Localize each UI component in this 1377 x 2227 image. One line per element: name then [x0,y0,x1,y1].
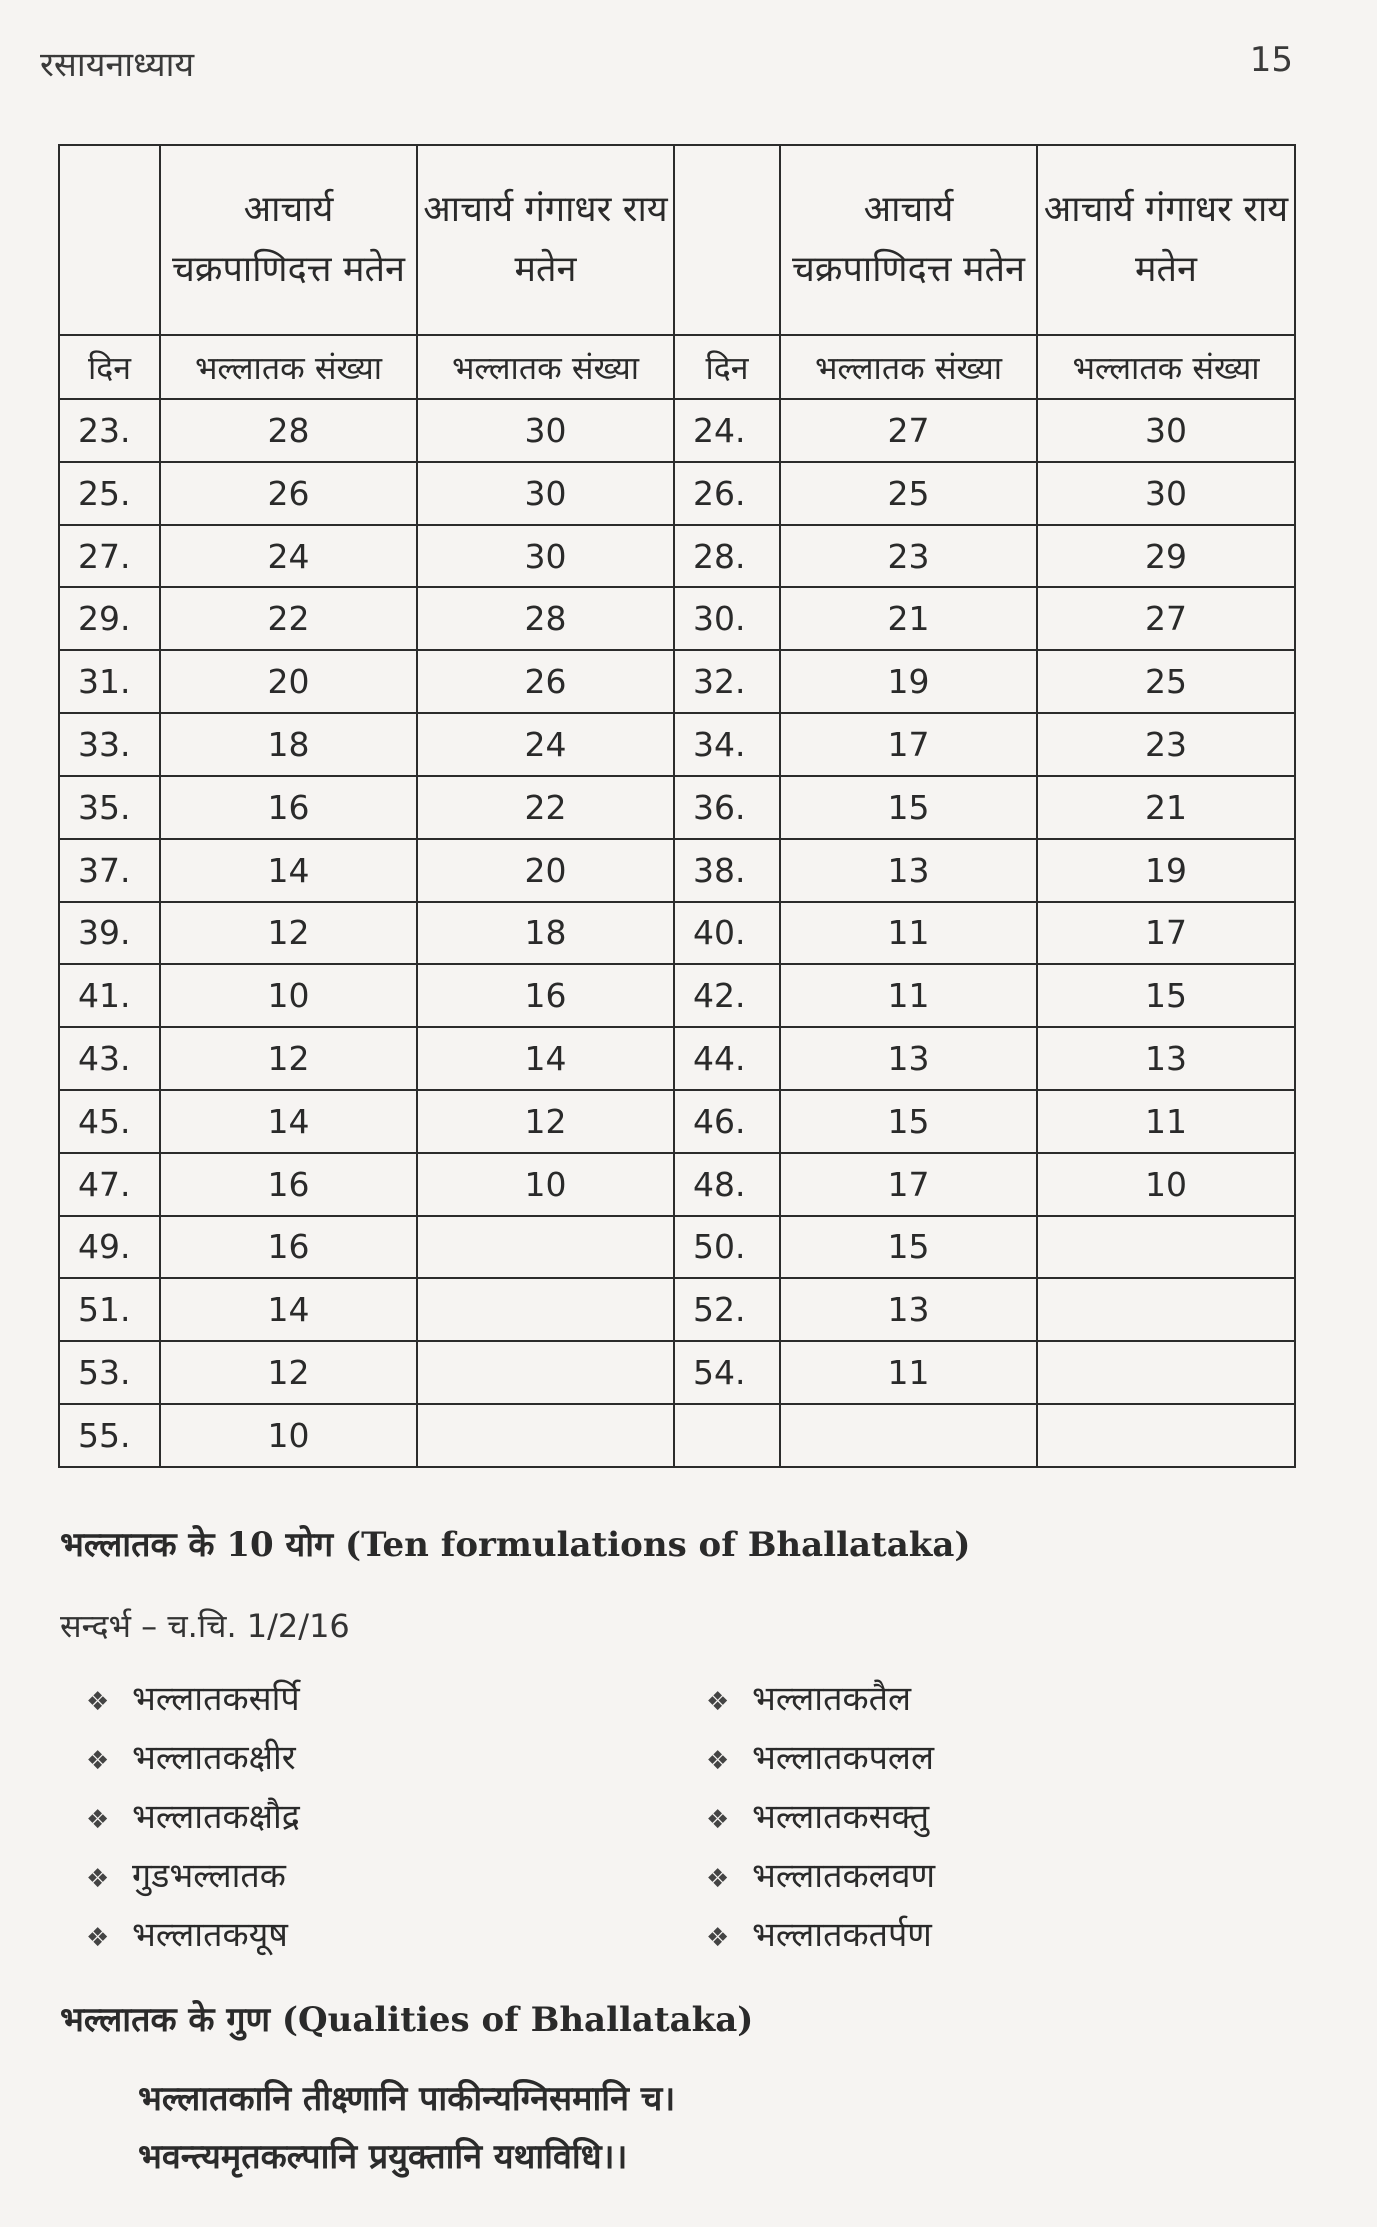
table-row [59,399,1295,462]
day-cell: 47. [59,1153,160,1216]
count-cell: 17 [1037,902,1295,965]
diamond-bullet-icon: ❖ [86,1687,110,1717]
qualities-heading: भल्लातक के गुण (Qualities of Bhallataka) [60,2000,754,2040]
page-number: 15 [1249,40,1293,80]
diamond-bullet-icon: ❖ [86,1923,110,1953]
day-cell: 32. [674,650,780,713]
table-row [59,1090,1295,1153]
count-cell: 29 [1037,525,1295,588]
formulation-name: गुडभल्लातक [132,1856,286,1896]
diamond-bullet-icon: ❖ [706,1746,730,1776]
count-cell: 25 [1037,650,1295,713]
count-cell: 28 [160,399,417,462]
count-cell: 10 [417,1153,674,1216]
count-cell: 30 [417,525,674,588]
group-header-cell [674,145,780,335]
count-cell [1037,1278,1295,1341]
count-cell: 15 [780,1216,1037,1279]
count-cell: 11 [780,1341,1037,1404]
group-header-row [59,145,1295,335]
day-cell: 29. [59,587,160,650]
bhallataka-dose-table [58,144,1296,1468]
day-cell: 54. [674,1341,780,1404]
formulation-name: भल्लातकतर्पण [752,1915,932,1955]
day-cell: 36. [674,776,780,839]
count-cell: 30 [417,462,674,525]
day-cell: 53. [59,1341,160,1404]
count-cell: 23 [780,525,1037,588]
column-header-cell: भल्लातक संख्या [160,335,417,399]
count-cell: 17 [780,713,1037,776]
count-cell: 10 [160,1404,417,1467]
column-header-cell: भल्लातक संख्या [417,335,674,399]
column-header-cell: दिन [674,335,780,399]
count-cell: 11 [780,964,1037,1027]
diamond-bullet-icon: ❖ [86,1746,110,1776]
count-cell: 30 [1037,462,1295,525]
diamond-bullet-icon: ❖ [706,1864,730,1894]
formulation-list-right [706,1670,935,1965]
group-header-cell: आचार्य गंगाधर राय मतेन [417,145,674,335]
count-cell: 26 [417,650,674,713]
list-item [706,1729,935,1788]
formulation-name: भल्लातकपलल [752,1738,935,1778]
count-cell: 14 [160,1090,417,1153]
formulation-name: भल्लातकसक्तु [752,1797,930,1837]
formulation-name: भल्लातकलवण [752,1856,936,1896]
count-cell: 27 [1037,587,1295,650]
day-cell: 51. [59,1278,160,1341]
day-cell: 23. [59,399,160,462]
diamond-bullet-icon: ❖ [86,1805,110,1835]
count-cell: 12 [160,1341,417,1404]
count-cell: 18 [160,713,417,776]
group-header-cell: आचार्य गंगाधर राय मतेन [1037,145,1295,335]
count-cell: 27 [780,399,1037,462]
formulations-heading: भल्लातक के 10 योग (Ten formulations of Bhallataka) [60,1525,971,1565]
verse-line: भल्लातकानि तीक्ष्णानि पाकीन्यग्निसमानि च। [138,2079,676,2119]
table-row [59,1153,1295,1216]
day-cell: 34. [674,713,780,776]
count-cell: 15 [780,776,1037,839]
count-cell: 15 [1037,964,1295,1027]
count-cell: 19 [1037,839,1295,902]
count-cell: 13 [1037,1027,1295,1090]
table-row [59,462,1295,525]
count-cell: 13 [780,1278,1037,1341]
count-cell: 16 [417,964,674,1027]
list-item [706,1847,935,1906]
count-cell: 14 [160,839,417,902]
count-cell: 19 [780,650,1037,713]
group-header-cell [59,145,160,335]
day-cell: 55. [59,1404,160,1467]
count-cell: 10 [160,964,417,1027]
diamond-bullet-icon: ❖ [706,1687,730,1717]
formulation-list-left [86,1670,300,1965]
count-cell: 16 [160,1216,417,1279]
day-cell: 30. [674,587,780,650]
table-row [59,839,1295,902]
day-cell: 48. [674,1153,780,1216]
table-row [59,1027,1295,1090]
count-cell [780,1404,1037,1467]
day-cell: 35. [59,776,160,839]
count-cell: 13 [780,1027,1037,1090]
table-row [59,1341,1295,1404]
day-cell: 40. [674,902,780,965]
day-cell: 38. [674,839,780,902]
table-row [59,902,1295,965]
group-header-cell: आचार्य चक्रपाणिदत्त मतेन [160,145,417,335]
list-item [706,1788,935,1847]
count-cell: 14 [417,1027,674,1090]
count-cell: 20 [417,839,674,902]
day-cell: 33. [59,713,160,776]
count-cell: 21 [780,587,1037,650]
table-row [59,587,1295,650]
table-row [59,964,1295,1027]
day-cell: 31. [59,650,160,713]
list-item [86,1729,300,1788]
count-cell: 11 [780,902,1037,965]
formulation-name: भल्लातकक्षौद्र [132,1797,300,1837]
list-item [86,1847,300,1906]
count-cell: 12 [160,1027,417,1090]
table-row [59,1216,1295,1279]
day-cell: 44. [674,1027,780,1090]
count-cell: 14 [160,1278,417,1341]
chapter-title: रसायनाध्याय [40,45,195,85]
column-header-cell: दिन [59,335,160,399]
table-row [59,650,1295,713]
count-cell: 16 [160,776,417,839]
list-item [86,1788,300,1847]
count-cell [417,1341,674,1404]
count-cell: 24 [160,525,417,588]
table-row [59,1404,1295,1467]
formulation-name: भल्लातकक्षीर [132,1738,296,1778]
count-cell: 23 [1037,713,1295,776]
verse-line: भवन्त्यमृतकल्पानि प्रयुक्तानि यथाविधि।। [138,2137,628,2177]
count-cell: 28 [417,587,674,650]
count-cell [1037,1404,1295,1467]
formulation-name: भल्लातकयूष [132,1915,288,1955]
day-cell: 42. [674,964,780,1027]
day-cell: 49. [59,1216,160,1279]
day-cell [674,1404,780,1467]
count-cell: 22 [160,587,417,650]
table-row [59,713,1295,776]
formulation-name: भल्लातकतैल [752,1679,912,1719]
list-item [706,1670,935,1729]
day-cell: 41. [59,964,160,1027]
table-row [59,525,1295,588]
count-cell: 30 [1037,399,1295,462]
diamond-bullet-icon: ❖ [706,1805,730,1835]
count-cell: 13 [780,839,1037,902]
day-cell: 45. [59,1090,160,1153]
day-cell: 39. [59,902,160,965]
column-header-row [59,335,1295,399]
count-cell [1037,1216,1295,1279]
day-cell: 25. [59,462,160,525]
count-cell [1037,1341,1295,1404]
count-cell: 16 [160,1153,417,1216]
column-header-cell: भल्लातक संख्या [1037,335,1295,399]
day-cell: 24. [674,399,780,462]
count-cell: 11 [1037,1090,1295,1153]
count-cell [417,1216,674,1279]
count-cell: 15 [780,1090,1037,1153]
count-cell [417,1278,674,1341]
count-cell [417,1404,674,1467]
count-cell: 25 [780,462,1037,525]
list-item [706,1906,935,1965]
table-row [59,776,1295,839]
count-cell: 12 [160,902,417,965]
table-row [59,1278,1295,1341]
count-cell: 24 [417,713,674,776]
count-cell: 22 [417,776,674,839]
formulation-name: भल्लातकसर्पि [132,1679,300,1719]
reference-citation: सन्दर्भ – च.चि. 1/2/16 [60,1607,350,1645]
day-cell: 52. [674,1278,780,1341]
group-header-cell: आचार्य चक्रपाणिदत्त मतेन [780,145,1037,335]
count-cell: 17 [780,1153,1037,1216]
count-cell: 26 [160,462,417,525]
list-item [86,1670,300,1729]
day-cell: 37. [59,839,160,902]
count-cell: 10 [1037,1153,1295,1216]
diamond-bullet-icon: ❖ [706,1923,730,1953]
list-item [86,1906,300,1965]
day-cell: 46. [674,1090,780,1153]
day-cell: 50. [674,1216,780,1279]
day-cell: 43. [59,1027,160,1090]
day-cell: 26. [674,462,780,525]
column-header-cell: भल्लातक संख्या [780,335,1037,399]
count-cell: 20 [160,650,417,713]
count-cell: 30 [417,399,674,462]
count-cell: 12 [417,1090,674,1153]
day-cell: 27. [59,525,160,588]
day-cell: 28. [674,525,780,588]
diamond-bullet-icon: ❖ [86,1864,110,1894]
count-cell: 18 [417,902,674,965]
count-cell: 21 [1037,776,1295,839]
